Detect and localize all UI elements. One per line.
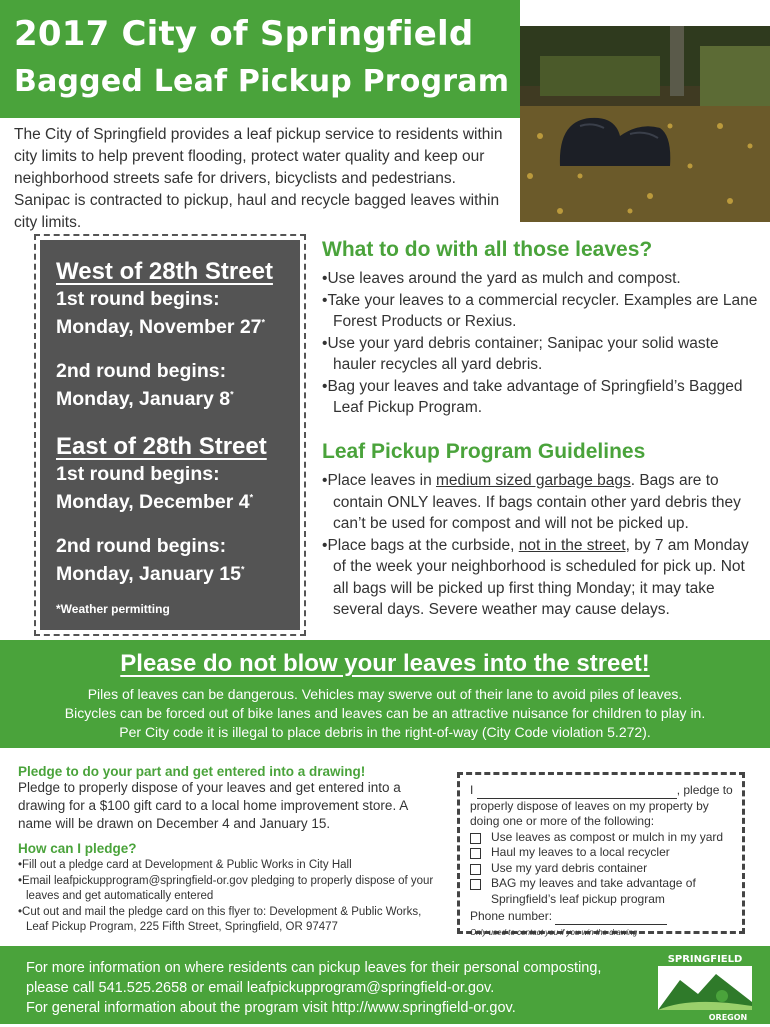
how-to-pledge-heading: How can I pledge? [18, 841, 137, 856]
logo-bottom-text: OREGON [708, 1013, 748, 1022]
what-to-do-heading: What to do with all those leaves? [322, 238, 653, 261]
bagged-leaves-photo [520, 26, 770, 222]
what-to-do-list [322, 268, 762, 419]
warning-line-1: Piles of leaves can be dangerous. Vehicles may swerve out of their lane to avoid piles of leaves. [87, 686, 683, 702]
list-item: • Bag your leaves and take advantage of Springfield’s Bagged Leaf Pickup Program. [322, 376, 762, 419]
east-round1-label: 1st round begins: [56, 463, 220, 485]
east-round1-date: Monday, December 4* [56, 491, 254, 513]
pledge-name-line: I , pledge to [470, 783, 733, 797]
springfield-logo [650, 950, 760, 1022]
option-compost[interactable]: Use leaves as compost or mulch in my yard [470, 830, 738, 846]
checkbox[interactable] [470, 879, 481, 890]
footer-line-1: For more information on where residents can pickup leaves for their personal composting, [26, 960, 602, 976]
list-item: • Use leaves around the yard as mulch and compost. [322, 268, 762, 290]
west-round2-date: Monday, January 8* [56, 388, 234, 410]
east-heading: East of 28th Street [56, 433, 267, 460]
logo-top-text: SPRINGFIELD [667, 954, 743, 965]
option-recycler[interactable]: Haul my leaves to a local recycler [470, 845, 738, 861]
pledge-info [18, 764, 438, 936]
pledge-text: Pledge to properly dispose of your leaves and get entered into a drawing for a $100 gift card to a local home improvement store. A name will be drawn on December 4 and January 15. [18, 780, 408, 831]
list-item: • Fill out a pledge card at Development & Public Works in City Hall [18, 858, 438, 874]
pledge-heading: Pledge to do your part and get entered into a drawing! [18, 764, 366, 779]
checkbox[interactable] [470, 864, 481, 875]
west-round2-label: 2nd round begins: [56, 360, 227, 382]
phone-line: Phone number: [470, 909, 738, 925]
list-item: • Email leafpickupprogram@springfield-or.gov pledging to properly dispose of your leaves and get automatically entered [18, 874, 438, 905]
pledge-card [457, 772, 745, 937]
warning-title: Please do not blow your leaves into the street! [120, 650, 650, 677]
how-to-pledge-list [18, 858, 438, 936]
west-round1-label: 1st round begins: [56, 288, 220, 310]
guidelines-heading: Leaf Pickup Program Guidelines [322, 440, 646, 463]
list-item: • Place leaves in medium sized garbage bags. Bags are to contain ONLY leaves. If bags contain other yard debris they can’t be used for compost and will not be picked up. [322, 470, 762, 535]
list-item: • Use your yard debris container; Sanipac your solid waste hauler recycles all yard debris. [322, 333, 762, 376]
guidelines-list [322, 470, 762, 621]
warning-band [0, 640, 770, 748]
warning-line-2: Bicycles can be forced out of bike lanes and leaves can be an attractive nuisance for children to play in. [64, 705, 706, 721]
option-bag[interactable]: BAG my leaves and take advantage of Springfield’s leaf pickup program [470, 876, 738, 907]
title-line-1: 2017 City of Springfield [14, 14, 474, 54]
checkbox[interactable] [470, 848, 481, 859]
weather-note: *Weather permitting [56, 602, 170, 616]
footer-line-3: For general information about the program visit http://www.springfield-or.gov. [26, 1000, 516, 1016]
footer-line-2: please call 541.525.2658 or email leafpickupprogram@springfield-or.gov. [26, 980, 495, 996]
schedule-box [40, 240, 300, 630]
intro-paragraph: The City of Springfield provides a leaf pickup service to residents within city limits to help prevent flooding, protect water quality and keep our neighborhood streets safe for drivers, bicyclists and pedestrians. Sanipac is contracted to pickup, haul and recycle bagged leaves within city limits. [14, 126, 503, 231]
list-item: • Cut out and mail the pledge card on this flyer to: Development & Public Works, Leaf Pickup Program, 225 Fifth Street, Springfield, OR 97477 [18, 905, 438, 936]
east-round2-date: Monday, January 15* [56, 563, 245, 585]
list-item: • Take your leaves to a commercial recycler. Examples are Lane Forest Products or Rexius. [322, 290, 762, 333]
pledge-card-intro: properly dispose of leaves on my property by doing one or more of the following: [470, 798, 709, 828]
checkbox[interactable] [470, 833, 481, 844]
phone-note: Only used to contact you if you win the drawing [470, 927, 638, 937]
title-line-2: Bagged Leaf Pickup Program [14, 64, 510, 99]
warning-line-3: Per City code it is illegal to place debris in the right-of-way (City Code violation 5.272). [119, 724, 651, 740]
west-round1-date: Monday, November 27* [56, 316, 266, 338]
west-heading: West of 28th Street [56, 258, 273, 285]
option-yard-debris[interactable]: Use my yard debris container [470, 861, 738, 877]
east-round2-label: 2nd round begins: [56, 535, 227, 557]
list-item: • Place bags at the curbside, not in the street, by 7 am Monday of the week your neighborhood is scheduled for pick up. Not all bags will be picked up first thing Monday; it may take several days. Severe weather may cause delays. [322, 535, 762, 621]
